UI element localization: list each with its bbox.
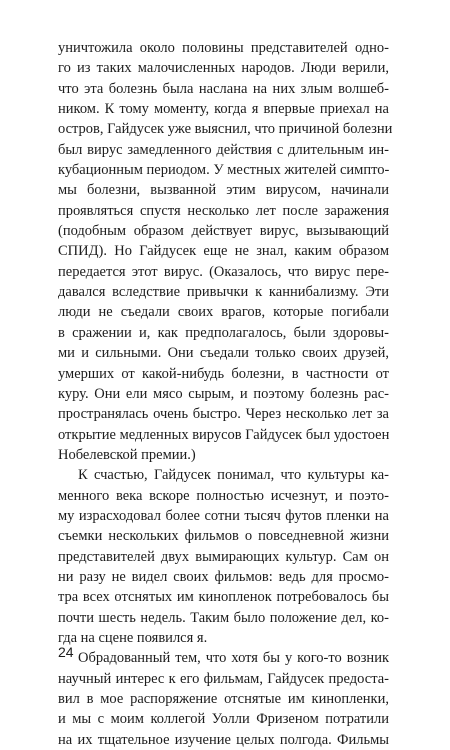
text-line: Обрадованный тем, что хотя бы у кого-то возник [78,650,389,667]
text-line: Нобелевской премии.) [58,446,196,463]
text-line: люди не съедали своих врагов, которые погибали [58,304,389,321]
text-line: ником. К тому моменту, когда я впервые приехал на [58,101,389,118]
text-line: что эта болезнь была наслана на них злым волшеб- [58,80,389,97]
text-line: пространялась очень быстро. Через несколько лет за [58,406,389,423]
text-line: уничтожила около половины представителей одно- [58,40,389,56]
text-line: менного века вскоре полностью исчезнут, и поэто- [58,487,389,504]
text-line: куру. Они ели мясо сырым, и поэтому болезнь рас- [58,385,389,402]
text-line: му израсходовал более сотни тысяч футов пленки на [58,507,389,524]
text-line: ни разу не видел своих фильмов: ведь для просмо- [58,568,389,585]
text-line: ми и сильными. Они съедали только своих друзей, [58,345,389,362]
text-line: съемки нескольких фильмов о повседневной жизни [58,528,389,545]
text-line: К счастью, Гайдусек понимал, что культуры ка- [78,467,389,484]
text-line: вил в мое распоряжение отснятые им кинопленки, [58,691,389,707]
text-line: был вирус замедленного действия с длительным ин- [58,141,389,158]
text-line: представителей двух вымирающих культур. Сам он [58,548,389,565]
text-line: и мы с моим коллегой Уолли Фризеном потратили [58,711,389,728]
text-line: давался вследствие привычки к каннибализму. Эти [58,284,389,301]
text-line: передается этот вирус. (Оказалось, что вирус пере- [58,263,389,280]
page-number: 24 [58,644,74,660]
text-line: (подобным образом действует вирус, вызывающий [58,223,389,240]
text-line: научный интерес к его фильмам, Гайдусек предоста- [58,670,389,687]
text-line: мы болезни, вызванной этим вирусом, начинали [58,182,389,199]
text-line: почти шесть недель. Таким было положение дел, ко- [58,609,389,626]
text-line: умерших от какой-нибудь болезни, в частности от [58,365,389,382]
body-text [58,38,393,750]
text-line: кубационным периодом. У местных жителей симпто- [58,162,390,179]
text-line: тра всех отснятых им кинопленок потребовалось бы [58,589,389,606]
text-line: СПИД). Но Гайдусек еще не знал, каким образом [58,243,389,260]
text-line: открытие медленных вирусов Гайдусек был удостоен [58,426,390,443]
text-line: в сражении и, как предполагалось, были здоровы- [58,324,389,341]
text-line: остров, Гайдусек уже выяснил, что причиной болезни [58,121,393,138]
text-line: го из таких малочисленных народов. Люди верили, [58,60,389,77]
text-line: гда на сцене появился я. [58,629,208,646]
text-line: на их тщательное изучение целых полгода. Фильмы [58,731,389,748]
text-line: проявляться спустя несколько лет после заражения [58,202,389,219]
